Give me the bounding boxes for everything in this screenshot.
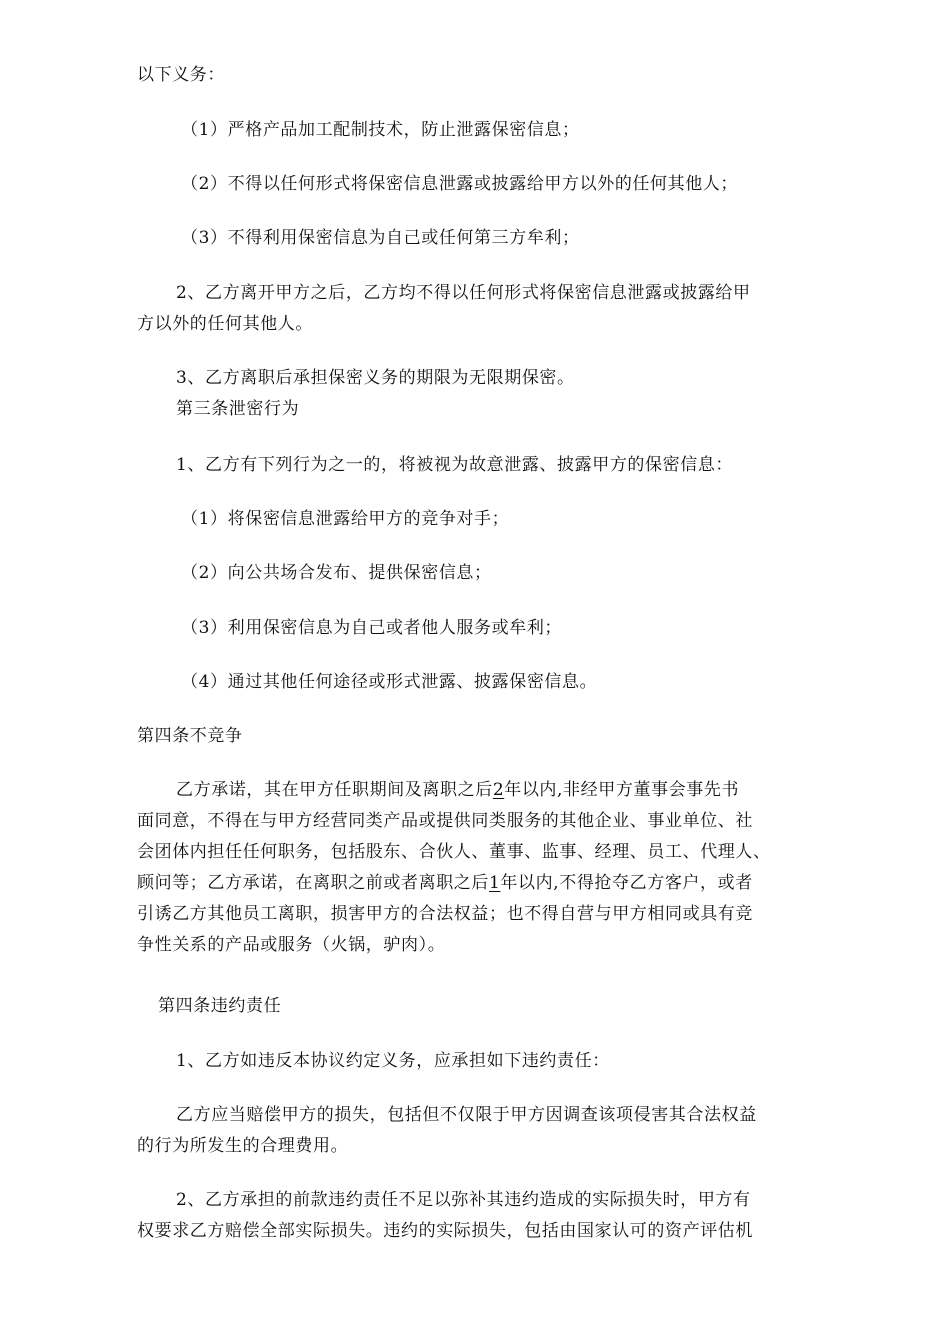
section-heading: 第四条违约责任 [158, 996, 282, 1016]
section-heading: 第三条泄密行为 [176, 399, 300, 419]
text-line: 方以外的任何其他人。 [137, 314, 313, 334]
text-line: 的行为所发生的合理费用。 [137, 1136, 349, 1156]
text-segment: 年以内,不得抢夺乙方客户，或者 [500, 873, 753, 893]
text-line: 面同意，不得在与甲方经营同类产品或提供同类服务的其他企业、事业单位、社 [137, 811, 753, 831]
text-line: 以下义务： [137, 65, 225, 85]
underlined-number: 2 [492, 780, 505, 800]
section-heading: 第四条不竞争 [137, 726, 243, 746]
text-line: 会团体内担任任何职务，包括股东、合伙人、董事、监事、经理、员工、代理人、 [137, 842, 771, 862]
text-line: 2、乙方承担的前款违约责任不足以弥补其违约造成的实际损失时，甲方有 [176, 1190, 751, 1210]
list-item: （1）严格产品加工配制技术，防止泄露保密信息； [181, 120, 580, 140]
list-item: （2）向公共场合发布、提供保密信息； [181, 563, 492, 583]
text-line [176, 779, 739, 801]
text-segment: 顾问等；乙方承诺，在离职之前或者离职之后 [137, 873, 489, 893]
text-segment: 年以内,非经甲方董事会事先书 [504, 780, 740, 800]
list-item: （1）将保密信息泄露给甲方的竞争对手； [181, 509, 510, 529]
text-line: 3、乙方离职后承担保密义务的期限为无限期保密。 [176, 368, 575, 388]
list-item: （3）不得利用保密信息为自己或任何第三方牟利； [181, 228, 580, 248]
text-line: 1、乙方有下列行为之一的，将被视为故意泄露、披露甲方的保密信息： [176, 455, 734, 475]
list-item: （2）不得以任何形式将保密信息泄露或披露给甲方以外的任何其他人； [181, 174, 739, 194]
text-line: 争性关系的产品或服务（火锅，驴肉）。 [137, 935, 446, 955]
text-line [137, 872, 753, 894]
list-item: （4）通过其他任何途径或形式泄露、披露保密信息。 [181, 672, 598, 692]
text-line: 引诱乙方其他员工离职，损害甲方的合法权益；也不得自营与甲方相同或具有竞 [137, 904, 753, 924]
list-item: （3）利用保密信息为自己或者他人服务或牟利； [181, 618, 563, 638]
text-line: 2、乙方离开甲方之后，乙方均不得以任何形式将保密信息泄露或披露给甲 [176, 283, 751, 303]
text-segment: 乙方承诺，其在甲方任职期间及离职之后 [176, 780, 493, 800]
underlined-number: 1 [489, 873, 501, 893]
text-line: 乙方应当赔偿甲方的损失，包括但不仅限于甲方因调查该项侵害其合法权益 [176, 1105, 757, 1125]
text-line: 权要求乙方赔偿全部实际损失。违约的实际损失，包括由国家认可的资产评估机 [137, 1221, 753, 1241]
text-line: 1、乙方如违反本协议约定义务，应承担如下违约责任： [176, 1051, 610, 1071]
